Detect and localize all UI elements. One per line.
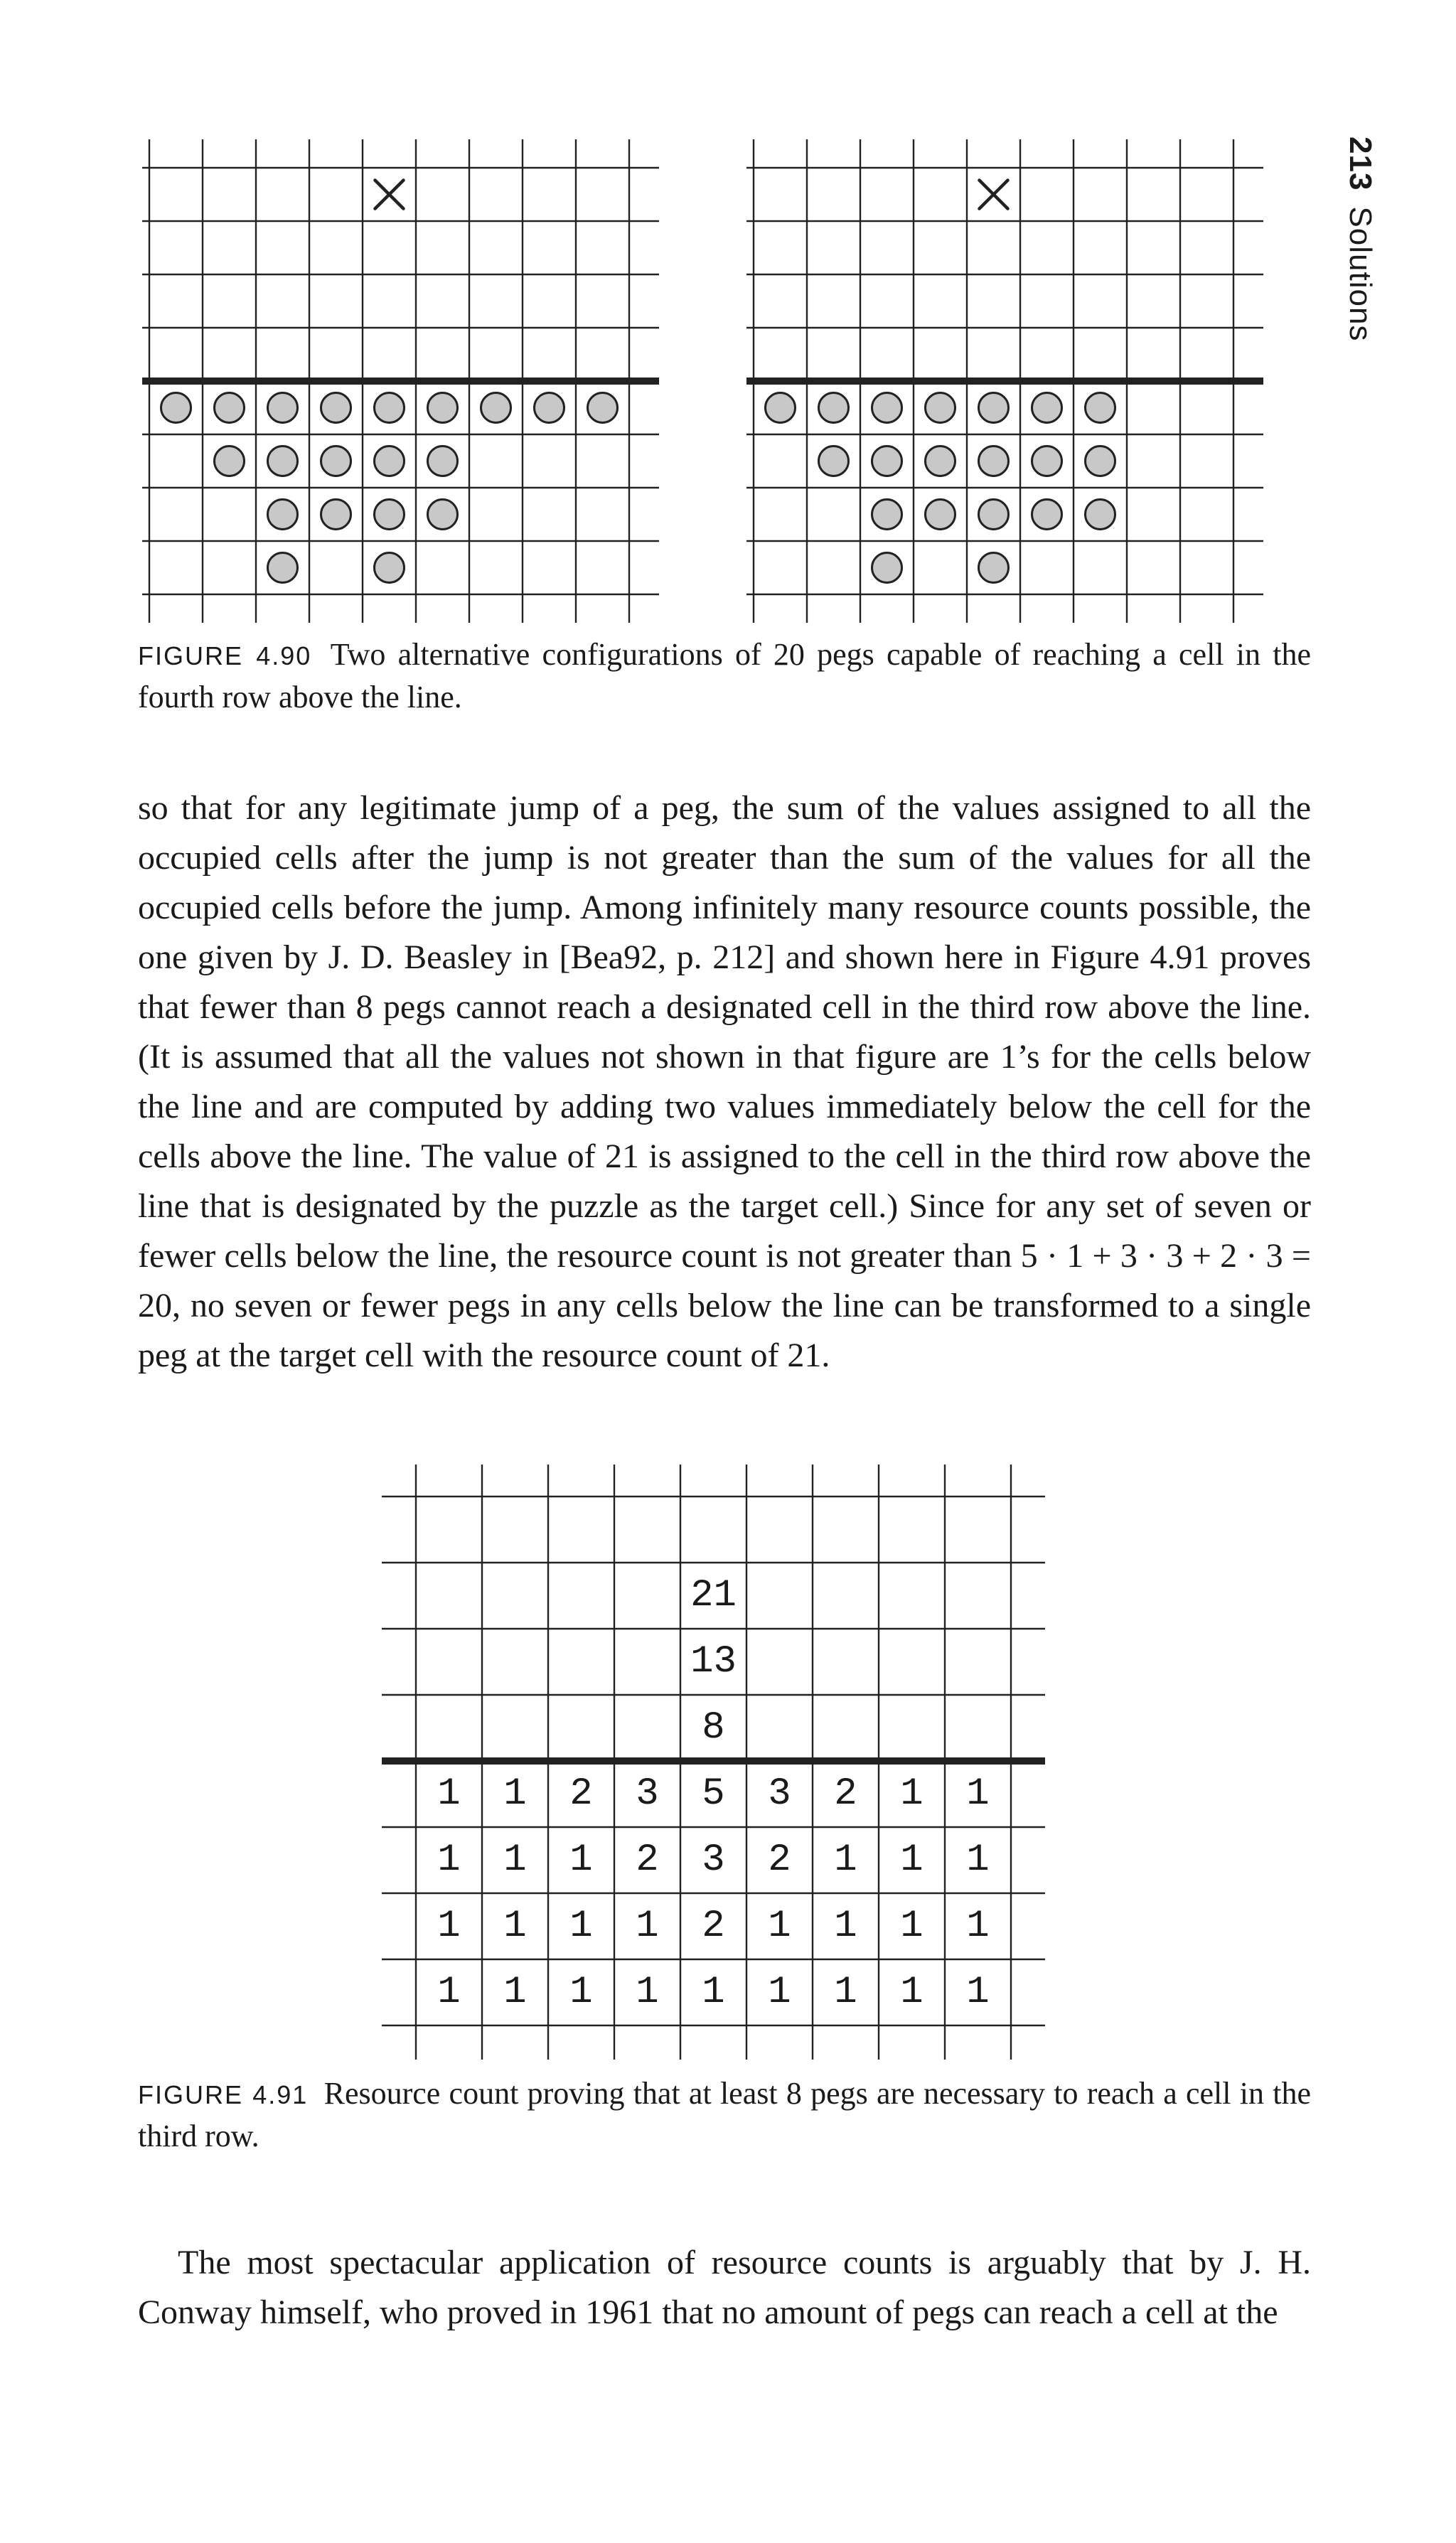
peg [428, 446, 458, 476]
resource-value: 1 [503, 1772, 527, 1816]
figure-4-90-caption [138, 634, 1311, 718]
figure-4-91-label: FIGURE 4.91 [138, 2080, 309, 2109]
resource-value: 8 [702, 1706, 725, 1750]
peg [268, 446, 298, 476]
peg [375, 553, 405, 583]
peg [481, 393, 511, 423]
resource-value: 1 [636, 1971, 659, 2014]
resource-value: 3 [636, 1772, 659, 1816]
peg [375, 500, 405, 530]
resource-value: 1 [569, 1971, 593, 2014]
peg [766, 393, 796, 423]
resource-value: 1 [834, 1971, 857, 2014]
resource-value: 3 [768, 1772, 791, 1816]
resource-value: 3 [702, 1838, 725, 1882]
resource-value: 2 [768, 1838, 791, 1882]
resource-value: 1 [966, 1905, 990, 1948]
resource-count-grid [380, 1465, 1063, 2062]
peg [321, 393, 351, 423]
resource-value: 1 [636, 1905, 659, 1948]
peg [215, 393, 245, 423]
resource-value: 1 [702, 1971, 725, 2014]
page-number: 213 [1343, 136, 1378, 191]
resource-value: 1 [569, 1905, 593, 1948]
peg [872, 393, 902, 423]
resource-value: 1 [437, 1772, 461, 1816]
peg [215, 446, 245, 476]
resource-value: 1 [900, 1838, 924, 1882]
peg [979, 393, 1009, 423]
resource-value: 1 [900, 1772, 924, 1816]
peg [1032, 500, 1062, 530]
peg [979, 446, 1009, 476]
figure-4-90-label: FIGURE 4.90 [138, 641, 312, 670]
peg [872, 446, 902, 476]
resource-value: 13 [690, 1640, 737, 1683]
body-paragraph-1: so that for any legitimate jump of a peg, the sum of the values assigned to all the occupied cells after the jump is not greater than the sum of the values for all the occupied cells before the jump. Among infinitely many resource counts possible, the one given by J. D. Beasley in [Bea92, p. 212] and shown here in Figure 4.91 proves that fewer than 8 pegs cannot reach a designated cell in the third row above the line. (It is assumed that all the values not shown in that figure are 1’s for the cells below the line and are computed by adding two values immediately below the cell for the cells above the line. The value of 21 is assigned to the cell in the third row above the line that is designated by the puzzle as the target cell.) Since for any set of seven or fewer cells below the line, the resource count is not greater than 5 · 1 + 3 · 3 + 2 · 3 = 20, no seven or fewer pegs in any cells below the line can be transformed to a single peg at the target cell with the resource count of 21. [138, 789, 1311, 1374]
resource-value: 1 [437, 1905, 461, 1948]
peg [268, 553, 298, 583]
figure-4-90-panel-left [142, 139, 690, 623]
peg [375, 393, 405, 423]
peg [375, 446, 405, 476]
resource-value: 1 [503, 1838, 527, 1882]
peg [588, 393, 618, 423]
peg [872, 500, 902, 530]
resource-value: 1 [966, 1838, 990, 1882]
resource-value: 1 [768, 1905, 791, 1948]
peg [268, 500, 298, 530]
peg [926, 500, 956, 530]
peg [1086, 446, 1115, 476]
resource-value: 2 [636, 1838, 659, 1882]
peg [926, 393, 956, 423]
peg [819, 393, 849, 423]
resource-value: 1 [503, 1971, 527, 2014]
resource-value: 5 [702, 1772, 725, 1816]
peg [926, 446, 956, 476]
running-head [1342, 136, 1385, 378]
peg [819, 446, 849, 476]
target-cell-mark [375, 181, 404, 209]
peg [979, 500, 1009, 530]
figure-4-91-caption-text: Resource count proving that at least 8 pegs are necessary to reach a cell in the third row. [138, 2076, 1311, 2153]
peg [1086, 500, 1115, 530]
figure-4-91-caption [138, 2073, 1311, 2157]
resource-value: 1 [503, 1905, 527, 1948]
peg [1032, 393, 1062, 423]
peg [872, 553, 902, 583]
resource-value: 2 [834, 1772, 857, 1816]
peg [321, 446, 351, 476]
peg [979, 553, 1009, 583]
peg-grid-right [746, 139, 1294, 623]
section-title: Solutions [1343, 206, 1378, 342]
resource-value: 1 [966, 1971, 990, 2014]
peg [1086, 393, 1115, 423]
peg [535, 393, 564, 423]
peg [428, 393, 458, 423]
resource-value: 1 [834, 1838, 857, 1882]
resource-value: 1 [900, 1971, 924, 2014]
resource-value: 2 [702, 1905, 725, 1948]
resource-value: 1 [768, 1971, 791, 2014]
peg [161, 393, 191, 423]
peg-grid-left [142, 139, 690, 623]
resource-value: 1 [569, 1838, 593, 1882]
peg [1032, 446, 1062, 476]
resource-value: 1 [966, 1772, 990, 1816]
resource-value: 2 [569, 1772, 593, 1816]
peg [268, 393, 298, 423]
resource-value: 1 [834, 1905, 857, 1948]
peg [321, 500, 351, 530]
resource-value: 1 [437, 1838, 461, 1882]
figure-4-91 [380, 1465, 1063, 2062]
body-paragraph-2: The most spectacular application of resource counts is arguably that by J. H. Conway himself, who proved in 1961 that no amount of pegs can reach a cell at the [138, 2244, 1311, 2331]
resource-value: 1 [437, 1971, 461, 2014]
target-cell-mark [980, 181, 1008, 209]
figure-4-90-panel-right [746, 139, 1294, 623]
figure-4-90-caption-text: Two alternative configurations of 20 pegs capable of reaching a cell in the fourth row above the line. [138, 637, 1311, 714]
resource-value: 1 [900, 1905, 924, 1948]
resource-value: 21 [690, 1574, 737, 1617]
peg [428, 500, 458, 530]
